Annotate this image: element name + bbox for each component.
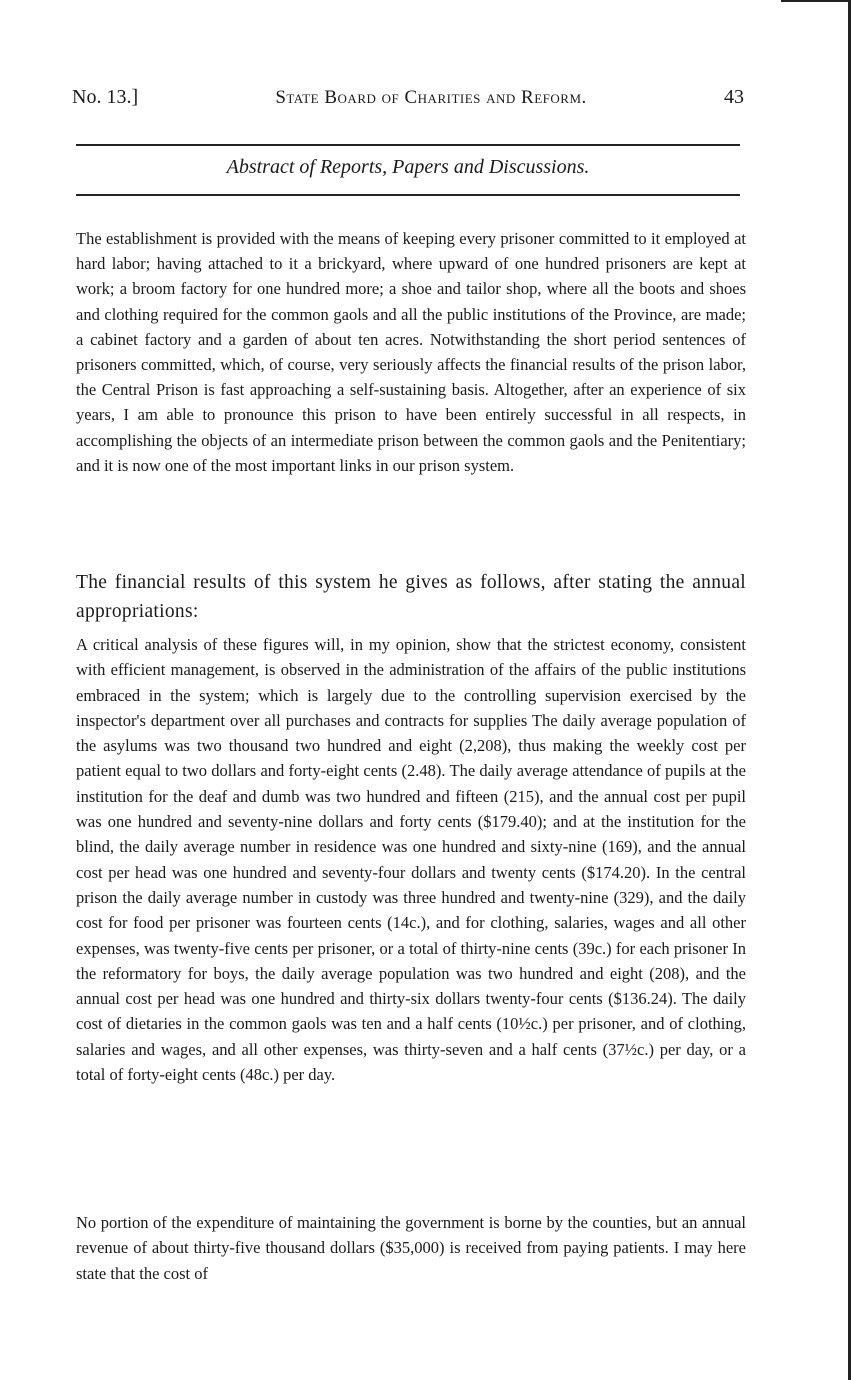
document-number: No. 13.]	[72, 86, 139, 108]
header-rule-bottom	[76, 194, 740, 196]
body-paragraph: The establishment is provided with the means of keeping every prisoner committed to it employed at hard labor; having attached to it a brickyard, where upward of one hundred prisoners are kept at work; a broom factory for one hundred more; a shoe and tailor shop, where all the boots and shoes and clothing required for the common gaols and all the public institutions of the Province, are made; a cabinet factory and a garden of about ten acres. Notwithstanding the short period sentences of prisoners committed, which, of course, very seriously affects the financial results of the prison labor, the Central Prison is fast approaching a self-sustaining basis. Altogether, after an experience of six years, I am able to pronounce this prison to have been entirely successful in all respects, in accomplishing the objects of an intermediate prison between the common gaols and the Penitentiary; and it is now one of the most important links in our prison system.	[76, 229, 746, 475]
body-paragraph-large: The financial results of this system he gives as follows, after stating the annual appropriations:	[76, 572, 746, 622]
body-paragraph: No portion of the expenditure of maintaining the government is borne by the counties, but an annual revenue of about thirty-five thousand dollars ($35,000) is received from paying patients. I may here state that the cost of	[76, 1213, 746, 1283]
page-number: 43	[724, 86, 744, 108]
header-rule-top	[76, 144, 740, 146]
section-subtitle: Abstract of Reports, Papers and Discussions.	[226, 156, 590, 178]
body-paragraph: A critical analysis of these figures will, in my opinion, show that the strictest economy, consistent with efficient management, is observed in the administration of the affairs of the public institutions embraced in the system; which is largely due to the controlling supervision exercised by the inspector's department over all purchases and contracts for supplies The daily average population of the asylums was two thousand two hundred and eight (2,208), thus making the weekly cost per patient equal to two dollars and forty-eight cents (2.48). The daily average attendance of pupils at the institution for the deaf and dumb was two hundred and fifteen (215), and the annual cost per pupil was one hundred and seventy-nine dollars and forty cents ($179.40); and at the institution for the blind, the daily average number in residence was one hundred and sixty-nine (169), and the annual cost per head was one hundred and seventy-four dollars and twenty cents ($174.20). In the central prison the daily average number in custody was three hundred and twenty-nine (329), and the daily cost for food per prisoner was fourteen cents (14c.), and for clothing, salaries, wages and all other expenses, was twenty-five cents per prisoner, or a total of thirty-nine cents (39c.) for each prisoner In the reformatory for boys, the daily average population was two hundred and eight (208), and the annual cost per head was one hundred and thirty-six dollars twenty-four cents ($136.24). The daily cost of dietaries in the common gaols was ten and a half cents (10½c.) per prisoner, and of clothing, salaries and wages, and all other expenses, was thirty-seven and a half cents (37½c.) per day, or a total of forty-eight cents (48c.) per day.	[76, 635, 746, 1085]
page-edge-corner	[781, 0, 851, 2]
header-title: State Board of Charities and Reform.	[275, 87, 587, 108]
running-header	[72, 86, 744, 116]
